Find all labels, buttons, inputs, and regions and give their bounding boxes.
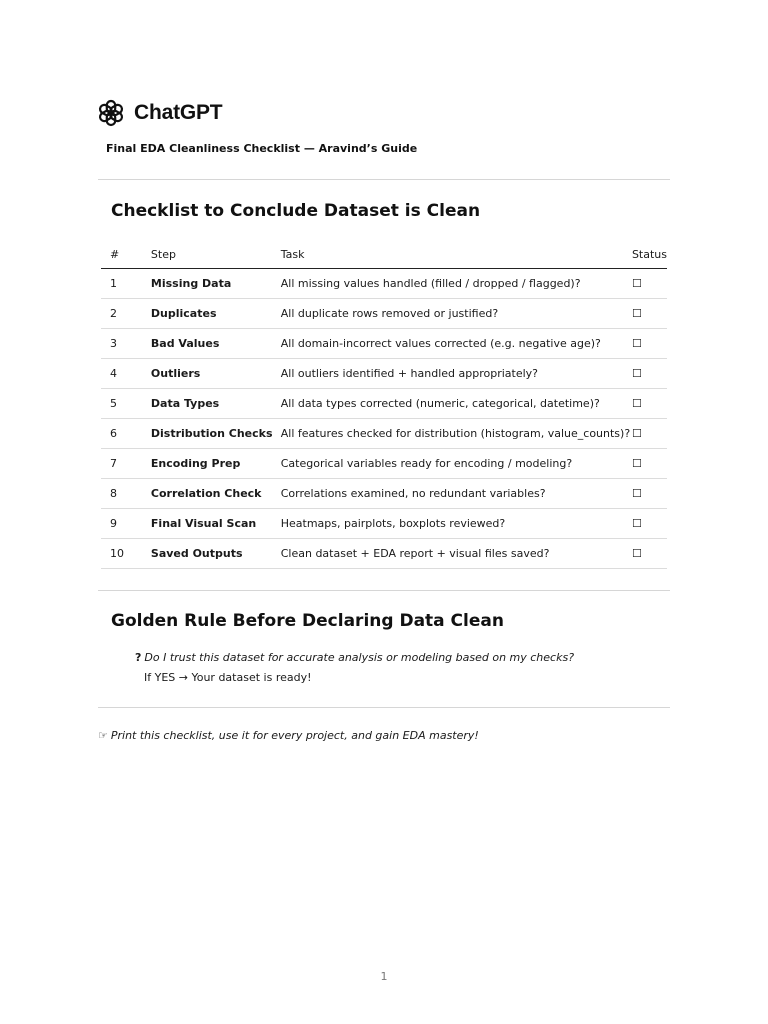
golden-rule-question bbox=[135, 651, 574, 664]
status-checkbox[interactable]: ☐ bbox=[632, 329, 667, 359]
row-step: Encoding Prep bbox=[151, 449, 281, 479]
divider bbox=[98, 179, 670, 180]
table-row bbox=[101, 299, 667, 329]
footer-tip bbox=[98, 729, 479, 742]
checklist-table bbox=[101, 240, 667, 569]
status-checkbox[interactable]: ☐ bbox=[632, 449, 667, 479]
golden-rule-answer: If YES → Your dataset is ready! bbox=[144, 671, 312, 684]
golden-rule-heading: Golden Rule Before Declaring Data Clean bbox=[111, 611, 504, 631]
table-row bbox=[101, 359, 667, 389]
table-row bbox=[101, 389, 667, 419]
question-text: Do I trust this dataset for accurate analysis or modeling based on my checks? bbox=[144, 651, 575, 664]
row-task: Clean dataset + EDA report + visual files saved? bbox=[281, 539, 632, 569]
row-step: Missing Data bbox=[151, 269, 281, 299]
brand-name: ChatGPT bbox=[134, 101, 223, 124]
column-header-status: Status bbox=[632, 240, 667, 269]
column-header-number: # bbox=[101, 240, 151, 269]
status-checkbox[interactable]: ☐ bbox=[632, 389, 667, 419]
row-task: All outliers identified + handled appropriately? bbox=[281, 359, 632, 389]
row-step: Correlation Check bbox=[151, 479, 281, 509]
table-header-row bbox=[101, 240, 667, 269]
tip-text: Print this checklist, use it for every project, and gain EDA mastery! bbox=[110, 729, 479, 742]
status-checkbox[interactable]: ☐ bbox=[632, 419, 667, 449]
row-step: Distribution Checks bbox=[151, 419, 281, 449]
document-subtitle: Final EDA Cleanliness Checklist — Aravind’s Guide bbox=[106, 142, 418, 155]
row-number: 1 bbox=[101, 269, 151, 299]
row-number: 9 bbox=[101, 509, 151, 539]
divider bbox=[98, 590, 670, 591]
row-number: 2 bbox=[101, 299, 151, 329]
row-task: Correlations examined, no redundant variables? bbox=[281, 479, 632, 509]
status-checkbox[interactable]: ☐ bbox=[632, 299, 667, 329]
row-step: Final Visual Scan bbox=[151, 509, 281, 539]
row-task: All duplicate rows removed or justified? bbox=[281, 299, 632, 329]
row-task: Categorical variables ready for encoding / modeling? bbox=[281, 449, 632, 479]
status-checkbox[interactable]: ☐ bbox=[632, 359, 667, 389]
row-step: Data Types bbox=[151, 389, 281, 419]
column-header-task: Task bbox=[281, 240, 632, 269]
divider bbox=[98, 707, 670, 708]
table-row bbox=[101, 509, 667, 539]
table-row bbox=[101, 449, 667, 479]
row-number: 4 bbox=[101, 359, 151, 389]
brand-header bbox=[97, 99, 222, 127]
row-number: 8 bbox=[101, 479, 151, 509]
row-task: All data types corrected (numeric, categorical, datetime)? bbox=[281, 389, 632, 419]
checklist-heading: Checklist to Conclude Dataset is Clean bbox=[111, 201, 481, 221]
row-task: All features checked for distribution (histogram, value_counts)? bbox=[281, 419, 632, 449]
status-checkbox[interactable]: ☐ bbox=[632, 539, 667, 569]
table-row bbox=[101, 539, 667, 569]
row-task: All domain-incorrect values corrected (e.g. negative age)? bbox=[281, 329, 632, 359]
row-task: Heatmaps, pairplots, boxplots reviewed? bbox=[281, 509, 632, 539]
row-number: 6 bbox=[101, 419, 151, 449]
table-row bbox=[101, 419, 667, 449]
status-checkbox[interactable]: ☐ bbox=[632, 269, 667, 299]
openai-logo-icon bbox=[97, 99, 125, 127]
page-number: 1 bbox=[380, 970, 388, 983]
row-step: Saved Outputs bbox=[151, 539, 281, 569]
row-step: Duplicates bbox=[151, 299, 281, 329]
row-number: 3 bbox=[101, 329, 151, 359]
table-row bbox=[101, 329, 667, 359]
column-header-step: Step bbox=[151, 240, 281, 269]
row-number: 7 bbox=[101, 449, 151, 479]
row-step: Bad Values bbox=[151, 329, 281, 359]
row-task: All missing values handled (filled / dropped / flagged)? bbox=[281, 269, 632, 299]
status-checkbox[interactable]: ☐ bbox=[632, 479, 667, 509]
status-checkbox[interactable]: ☐ bbox=[632, 509, 667, 539]
table-row bbox=[101, 269, 667, 299]
row-step: Outliers bbox=[151, 359, 281, 389]
pointing-hand-icon: ☞ bbox=[98, 729, 108, 742]
row-number: 5 bbox=[101, 389, 151, 419]
table-row bbox=[101, 479, 667, 509]
row-number: 10 bbox=[101, 539, 151, 569]
question-mark-icon: ? bbox=[135, 651, 142, 664]
